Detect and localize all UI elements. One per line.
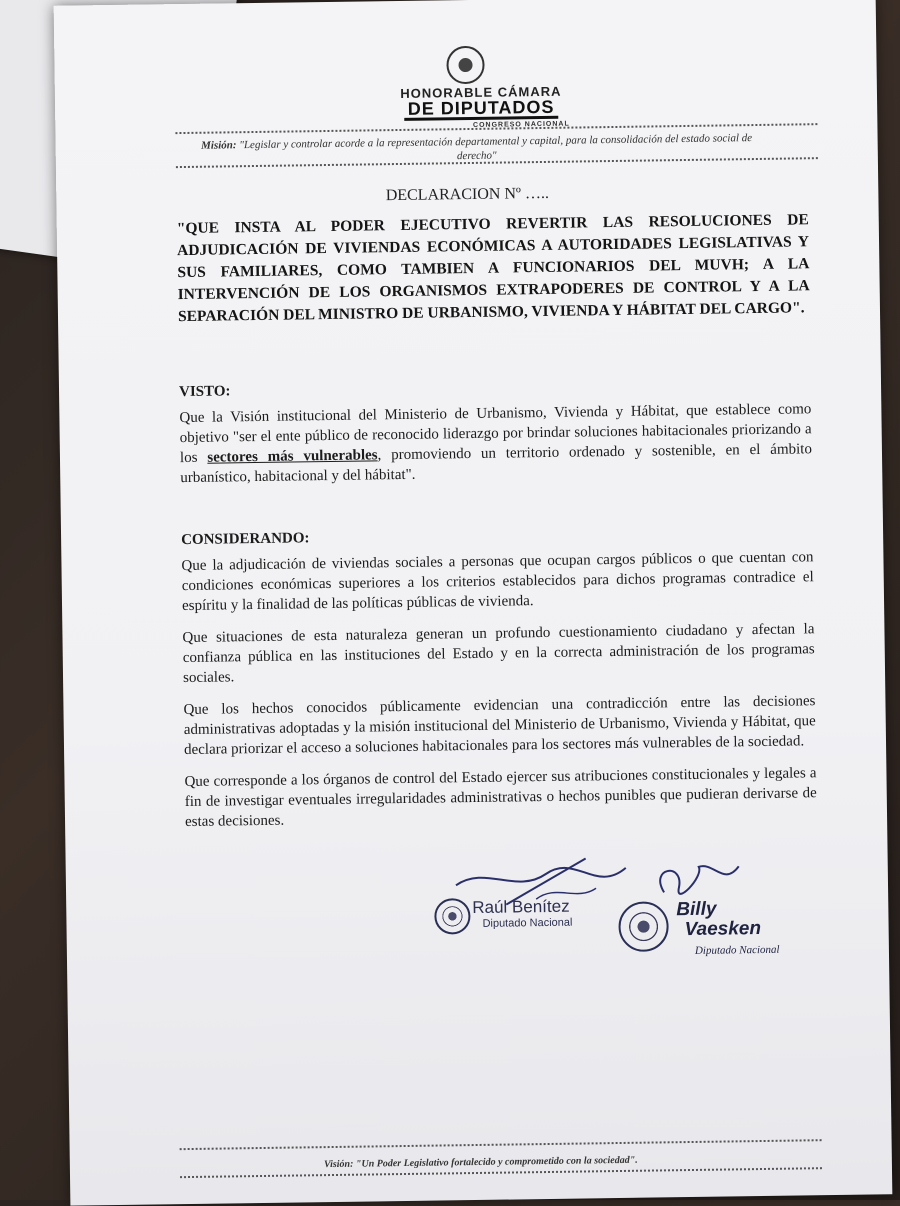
visto-heading: VISTO:	[178, 383, 231, 401]
national-seal-icon	[446, 46, 485, 85]
considerando-paragraph-4: Que corresponde a los órganos de control del Estado ejercer sus atribuciones constitucionales y legales a fin de investigar eventuales irregularidades administrativas o hechos punibles que pudieran derivarse de estas decisiones.	[184, 765, 817, 831]
declaration-title: "QUE INSTA AL PODER EJECUTIVO REVERTIR LAS RESOLUCIONES DE ADJUDICACIÓN DE VIVIENDAS ECONÓMICAS A AUTORIDADES LEGISLATIVAS Y SUS FAMILIARES, COMO TAMBIEN A FUNCIONARIOS DEL MUVH; A LA INTERVENCIÓN DE LOS ORGANISMOS EXTRAPODERES DE CONTROL Y A LA SEPARACIÓN DEL MINISTRO DE URBANISMO, VIVIENDA Y HÁBITAT DEL CARGO".	[176, 211, 810, 326]
visto-section	[179, 373, 813, 500]
signature-name-2a: Billy	[676, 898, 717, 921]
signature-name-2b: Vaesken	[684, 918, 762, 941]
document-page	[54, 0, 893, 1206]
vision-label: Visión:	[323, 1158, 354, 1171]
considerando-paragraph-2: Que situaciones de esta naturaleza generan un profundo cuestionamiento ciudadano y afectan la confianza pública en las instituciones del Estado y en la correcta administración de los programas sociales.	[182, 621, 815, 687]
mision-label: Misión:	[200, 139, 237, 152]
vision-text: "Un Poder Legislativo fortalecido y comprometido con la sociedad".	[355, 1154, 638, 1170]
letterhead-line2: DE DIPUTADOS	[404, 98, 559, 121]
visto-paragraph	[179, 399, 812, 488]
mision-text: "Legislar y controlar acorde a la representación departamental y capital, para la consolidación del estado social de derecho"	[239, 132, 753, 163]
stamp-seal-1	[434, 898, 470, 934]
considerando-heading: CONSIDERANDO:	[181, 530, 310, 549]
considerando-section	[181, 521, 817, 844]
declaration-number: DECLARACION Nº …..	[385, 184, 550, 205]
letterhead-line3: CONGRESO NACIONAL	[472, 120, 570, 129]
signature-title-2: Diputado Nacional	[694, 943, 780, 957]
stamp-seal-2	[618, 901, 669, 952]
letterhead-line1: HONORABLE CÁMARA	[400, 83, 562, 101]
visto-text-start: Que la Visión institucional del Ministerio de Urbanismo, Vivienda y Hábitat, que establece como objetivo "ser el ente público de reconocido liderazgo por brindar soluciones habitacionales priorizando a los	[179, 401, 812, 467]
divider-footer-top	[180, 1139, 822, 1150]
considerando-paragraph-3: Que los hechos conocidos públicamente evidencian una contradicción entre las decisiones administrativas adoptadas y la misión institucional del Ministerio de Urbanismo, Vivienda y Hábitat, que declara priorizar el acceso a soluciones habitacionales para los sectores más vulnerables de la sociedad.	[183, 693, 816, 759]
visto-text-end: , promoviendo un territorio ordenado y sostenible, en el ámbito urbanístico, habitacional y del hábitat".	[180, 441, 813, 487]
visto-emphasis: sectores más vulnerables	[207, 447, 378, 466]
vision-statement	[70, 1151, 892, 1173]
signature-title-1: Diputado Nacional	[482, 916, 573, 930]
signature-name-1: Raúl Benítez	[472, 896, 570, 918]
letterhead	[54, 40, 877, 134]
considerando-paragraph-1: Que la adjudicación de viviendas sociales a personas que ocupan cargos públicos o que cuentan con condiciones económicas superiores a los criterios establecidos para dichos programas contradice el espíritu y la finalidad de las políticas públicas de vivienda.	[181, 549, 814, 615]
